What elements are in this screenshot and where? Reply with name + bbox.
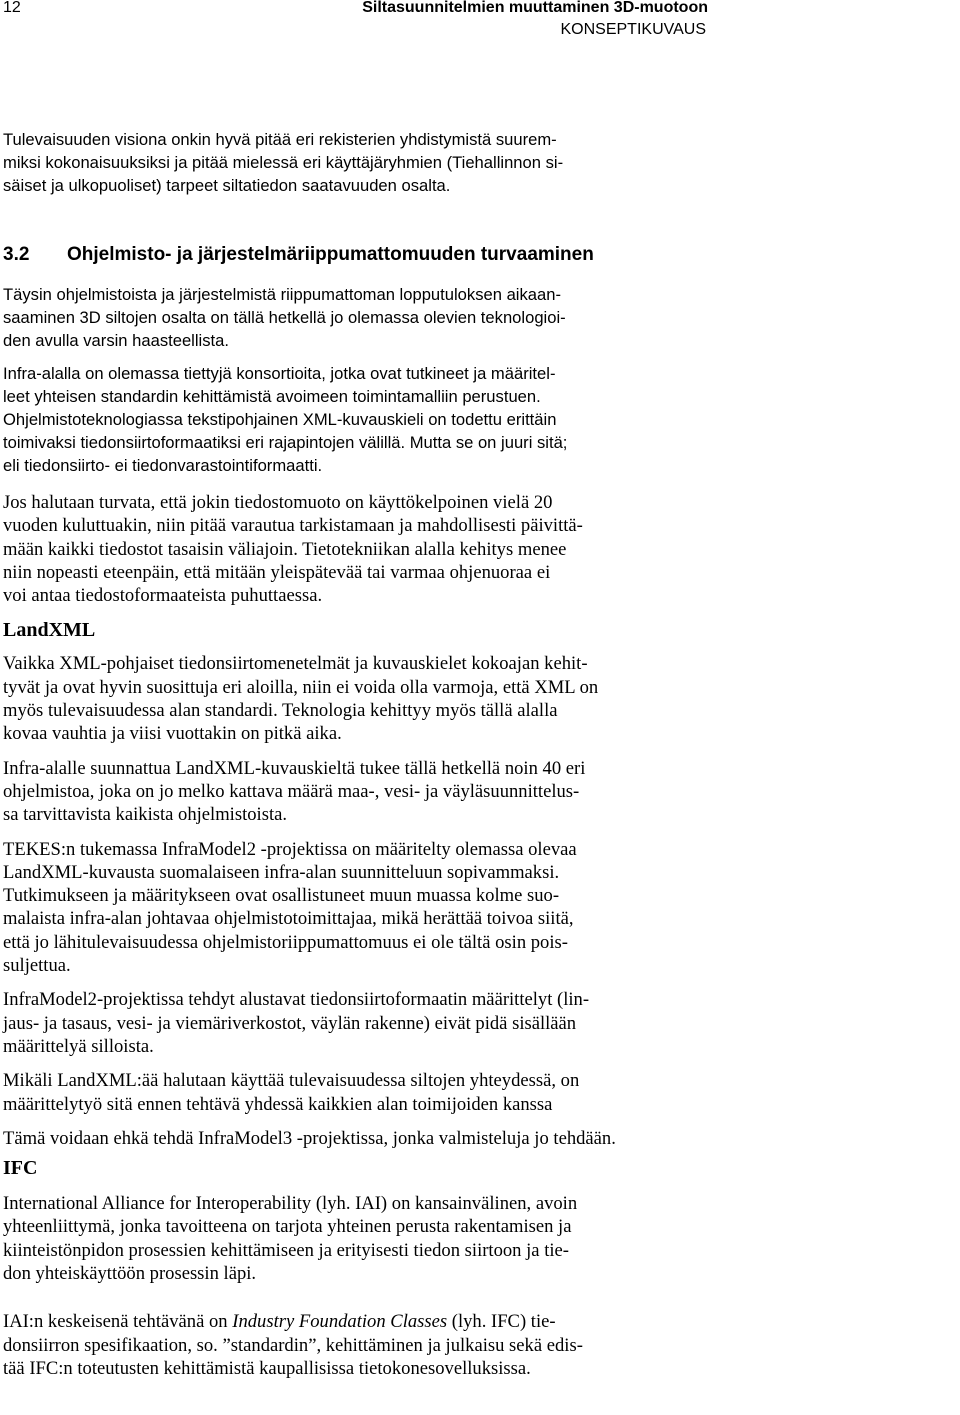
intro-paragraph	[3, 128, 723, 197]
subheading-ifc: IFC	[3, 1157, 38, 1180]
text-line: sa tarvittavista kaikista ohjelmistoista.	[3, 804, 288, 826]
paragraph	[3, 1069, 723, 1116]
text-line: vuoden kuluttuakin, niin pitää varautua tarkistamaan ja mahdollisesti päivittä-	[3, 515, 583, 537]
text-line: don yhteiskäyttöön prosessin läpi.	[3, 1263, 257, 1285]
section-title: Ohjelmisto- ja järjestelmäriippumattomuuden turvaaminen	[67, 244, 594, 265]
text-line: ohjelmistoa, joka on jo melko kattava määrä maa-, vesi- ja väyläsuunnittelus-	[3, 780, 580, 802]
text-run: (lyh. IFC) tie-	[447, 1311, 556, 1333]
text-line: tyvät ja ovat hyvin suosittuja eri aloilla, niin ei voida olla varmoja, että XML on	[3, 676, 599, 698]
paragraph	[3, 1192, 723, 1285]
text-run: IAI:n keskeisenä tehtävänä on	[3, 1311, 233, 1333]
paragraph	[3, 1310, 723, 1380]
text-line: malaista infra-alan johtavaa ohjelmistotoimittajaa, mikä herättää toivoa siitä,	[3, 908, 574, 930]
text-line: yhteenliittymä, jonka tavoitteena on tarjota yhteinen perusta rakentamisen ja	[3, 1216, 572, 1238]
text-line: myös tulevaisuudessa alan standardi. Teknologia kehittyy myös tällä alalla	[3, 700, 558, 722]
text-line: jaus- ja tasaus, vesi- ja viemäriverkostot, väylän rakenne) eivät pidä sisällään	[3, 1012, 577, 1034]
text-line: International Alliance for Interoperability (lyh. IAI) on kansainvälinen, avoin	[3, 1193, 578, 1215]
paragraph	[3, 362, 723, 408]
text-line: määrittelyä silloista.	[3, 1035, 154, 1057]
section-heading	[3, 243, 723, 267]
paragraph	[3, 838, 723, 978]
running-header-title: Siltasuunnitelmien muuttaminen 3D-muotoon	[362, 0, 708, 16]
text-line: InfraModel2-projektissa tehdyt alustavat tiedonsiirtoformaatin määrittelyt (lin-	[3, 989, 590, 1011]
text-line: kovaa vauhtia ja viisi vuottakin on pitkä aika.	[3, 723, 342, 745]
text-line: eli tiedonsiirto- ei tiedonvarastointiformaatti.	[3, 456, 323, 475]
paragraph	[3, 757, 723, 827]
text-line: Tutkimukseen ja määritykseen ovat osallistuneet muun muassa kolme suo-	[3, 885, 560, 907]
text-line: tää IFC:n toteutusten kehittämistä kaupallisissa tietokonesovelluksissa.	[3, 1357, 531, 1379]
text-line: Mikäli LandXML:ää halutaan käyttää tulevaisuudessa siltojen yhteydessä, on	[3, 1070, 580, 1092]
paragraph	[3, 1127, 723, 1150]
paragraph	[3, 283, 723, 352]
text-line: toimivaksi tiedonsiirtoformaatiksi eri rajapintojen välillä. Mutta se on juuri sitä;	[3, 433, 568, 452]
page-body	[3, 128, 723, 1380]
italic-term: Industry Foundation Classes	[232, 1311, 448, 1333]
text-line: LandXML-kuvausta suomalaiseen infra-alan suunnitteluun sopivammaksi.	[3, 861, 560, 883]
paragraph	[3, 652, 723, 745]
page-number: 12	[3, 0, 21, 16]
text-line: että jo lähitulevaisuudessa ohjelmistoriippumattomuus ei ole tältä osin pois-	[3, 931, 568, 953]
text-line: miksi kokonaisuuksiksi ja pitää mielessä eri käyttäjäryhmien (Tiehallinnon si-	[3, 153, 564, 172]
text-line: Tämä voidaan ehkä tehdä InfraModel3 -projektissa, jonka valmisteluja jo tehdään.	[3, 1127, 616, 1149]
text-line: donsiirron spesifikaation, so. ”standardin”, kehittäminen ja julkaisu sekä edis-	[3, 1334, 583, 1356]
text-line: Vaikka XML-pohjaiset tiedonsiirtomenetelmät ja kuvauskielet kokoajan kehit-	[3, 653, 588, 675]
text-line: saaminen 3D siltojen osalta on tällä hetkellä jo olemassa olevien teknologioi-	[3, 308, 566, 327]
paragraph	[3, 988, 723, 1058]
text-line: määrittelytyö sitä ennen tehtävä yhdessä kaikkien alan toimijoiden kanssa	[3, 1093, 553, 1115]
paragraph	[3, 408, 723, 477]
section-number: 3.2	[3, 244, 30, 265]
text-line: leet yhteisen standardin kehittämistä avoimeen toimintamalliin perustuen.	[3, 387, 541, 406]
text-line: kiinteistönpidon prosessien kehittämiseen ja erityisesti tiedon siirtoon ja tie-	[3, 1239, 569, 1261]
text-line: säiset ja ulkopuoliset) tarpeet siltatiedon saatavuuden osalta.	[3, 176, 451, 195]
text-line: Tulevaisuuden visiona onkin hyvä pitää eri rekisterien yhdistymistä suurem-	[3, 130, 557, 149]
text-line: niin nopeasti eteenpäin, että mitään yleispätevää tai varmaa ohjenuoraa ei	[3, 561, 551, 583]
text-line: Ohjelmistoteknologiassa tekstipohjainen XML-kuvauskieli on todettu erittäin	[3, 410, 557, 429]
text-line: mään kaikki tiedostot tasaisin väliajoin. Tietotekniikan alalla kehitys menee	[3, 538, 567, 560]
text-line: Täysin ohjelmistoista ja järjestelmistä riippumattoman lopputuloksen aikaan-	[3, 285, 561, 304]
text-line: suljettua.	[3, 955, 71, 977]
text-line: Jos halutaan turvata, että jokin tiedostomuoto on käyttökelpoinen vielä 20	[3, 492, 553, 513]
subheading-landxml: LandXML	[3, 619, 96, 642]
text-line: voi antaa tiedostoformaateista puhuttaessa.	[3, 585, 323, 607]
text-line: den avulla varsin haasteellista.	[3, 331, 229, 350]
running-header-subtitle: KONSEPTIKUVAUS	[560, 21, 706, 38]
text-line: Infra-alalla on olemassa tiettyjä konsortioita, jotka ovat tutkineet ja määritel-	[3, 364, 556, 383]
text-line: TEKES:n tukemassa InfraModel2 -projektissa on määritelty olemassa olevaa	[3, 838, 577, 860]
text-line: Infra-alalle suunnattua LandXML-kuvauskieltä tukee tällä hetkellä noin 40 eri	[3, 757, 586, 779]
text-line	[3, 1310, 723, 1333]
paragraph	[3, 491, 723, 607]
